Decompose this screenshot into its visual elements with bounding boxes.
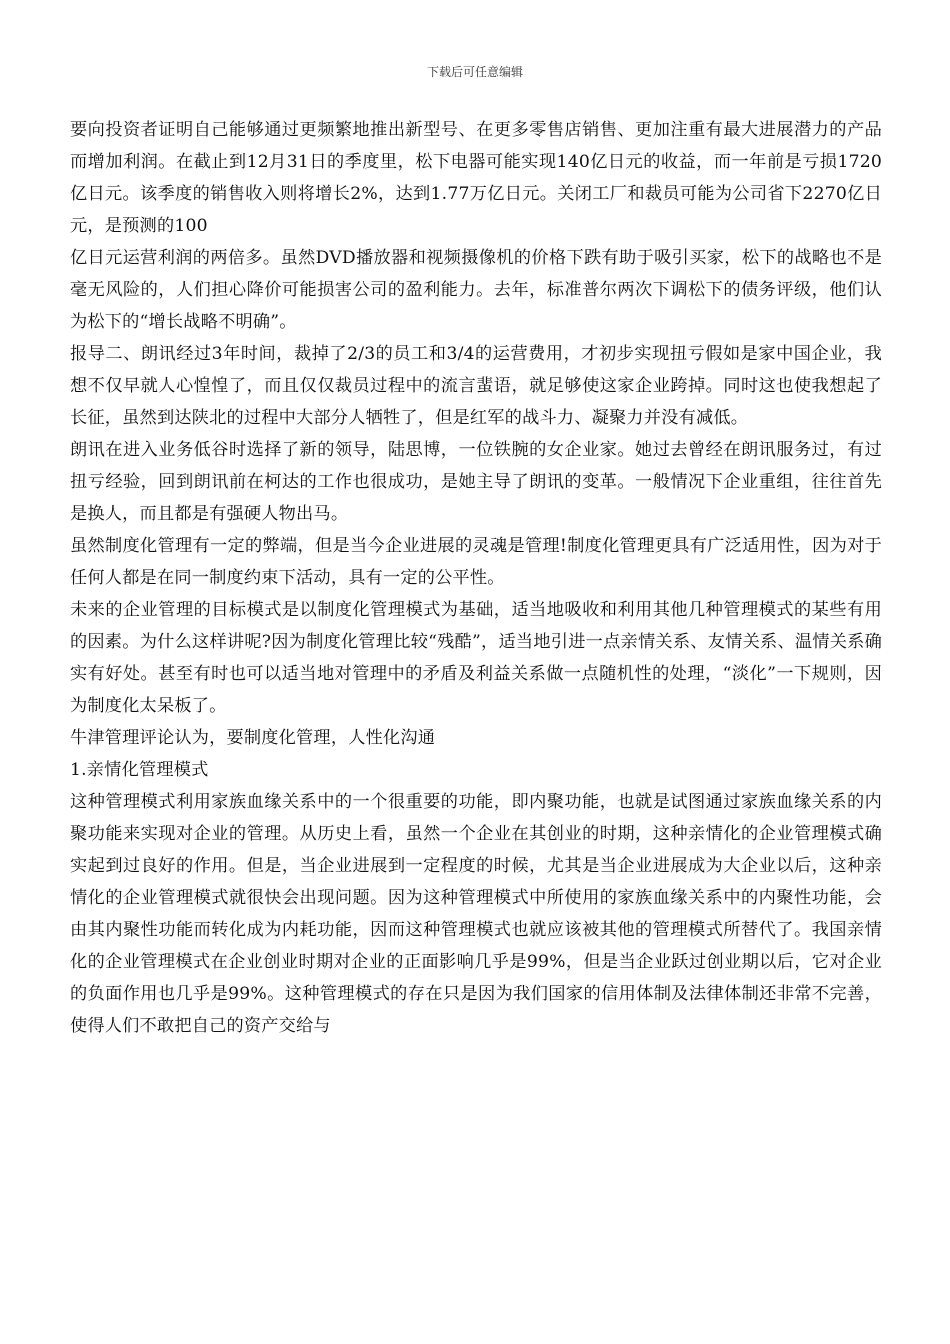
paragraph-1: 要向投资者证明自己能够通过更频繁地推出新型号、在更多零售店销售、更加注重有最大进展潜力的产品而增加利润。在截止到12月31日的季度里，松下电器可能实现140亿日元的收益，而一年前是亏损1720亿日元。该季度的销售收入则将增长2%，达到1.77万亿日元。关闭工厂和裁员可能为公司省下2270亿日元，是预测的100: [70, 120, 882, 236]
paragraph-3: 报导二、朗讯经过3年时间，裁掉了2/3的员工和3/4的运营费用，才初步实现扭亏假如是家中国企业，我想不仅早就人心惶惶了，而且仅仅裁员过程中的流言蜚语，就足够使这家企业跨掉。同时这也使我想起了长征，虽然到达陕北的过程中大部分人牺牲了，但是红军的战斗力、凝聚力并没有减低。: [70, 344, 882, 428]
section-heading: 1.亲情化管理模式: [70, 760, 209, 780]
paragraph-5: 虽然制度化管理有一定的弊端，但是当今企业进展的灵魂是管理!制度化管理更具有广泛适用性，因为对于任何人都是在同一制度约束下活动，具有一定的公平性。: [70, 536, 882, 588]
paragraph-2: 亿日元运营利润的两倍多。虽然DVD播放器和视频摄像机的价格下跌有助于吸引买家，松下的战略也不是毫无风险的，人们担心降价可能损害公司的盈利能力。去年，标准普尔两次下调松下的债务评级，他们认为松下的“增长战略不明确”。: [70, 248, 882, 332]
paragraph-7: 牛津管理评论认为，要制度化管理，人性化沟通: [70, 728, 436, 748]
paragraph-8: 这种管理模式利用家族血缘关系中的一个很重要的功能，即内聚功能，也就是试图通过家族血缘关系的内聚功能来实现对企业的管理。从历史上看，虽然一个企业在其创业的时期，这种亲情化的企业管理模式确实起到过良好的作用。但是，当企业进展到一定程度的时候，尤其是当企业进展成为大企业以后，这种亲情化的企业管理模式就很快会出现问题。因为这种管理模式中所使用的家族血缘关系中的内聚性功能，会由其内聚性功能而转化成为内耗功能，因而这种管理模式也就应该被其他的管理模式所替代了。我国亲情化的企业管理模式在企业创业时期对企业的正面影响几乎是99%，但是当企业跃过创业期以后，它对企业的负面作用也几乎是99%。这种管理模式的存在只是因为我们国家的信用体制及法律体制还非常不完善，使得人们不敢把自己的资产交给与: [70, 792, 882, 1036]
paragraph-4: 朗讯在进入业务低谷时选择了新的领导，陆思博，一位铁腕的女企业家。她过去曾经在朗讯服务过，有过扭亏经验，回到朗讯前在柯达的工作也很成功，是她主导了朗讯的变革。一般情况下企业重组，往往首先是换人，而且都是有强硬人物出马。: [70, 440, 882, 524]
paragraph-6: 未来的企业管理的目标模式是以制度化管理模式为基础，适当地吸收和利用其他几种管理模式的某些有用的因素。为什么这样讲呢?因为制度化管理比较“残酷”，适当地引进一点亲情关系、友情关系、温情关系确实有好处。甚至有时也可以适当地对管理中的矛盾及利益关系做一点随机性的处理，“淡化”一下规则，因为制度化太呆板了。: [70, 600, 882, 716]
page-header: 下载后可任意编辑: [426, 65, 523, 79]
document-body: [70, 114, 882, 1042]
